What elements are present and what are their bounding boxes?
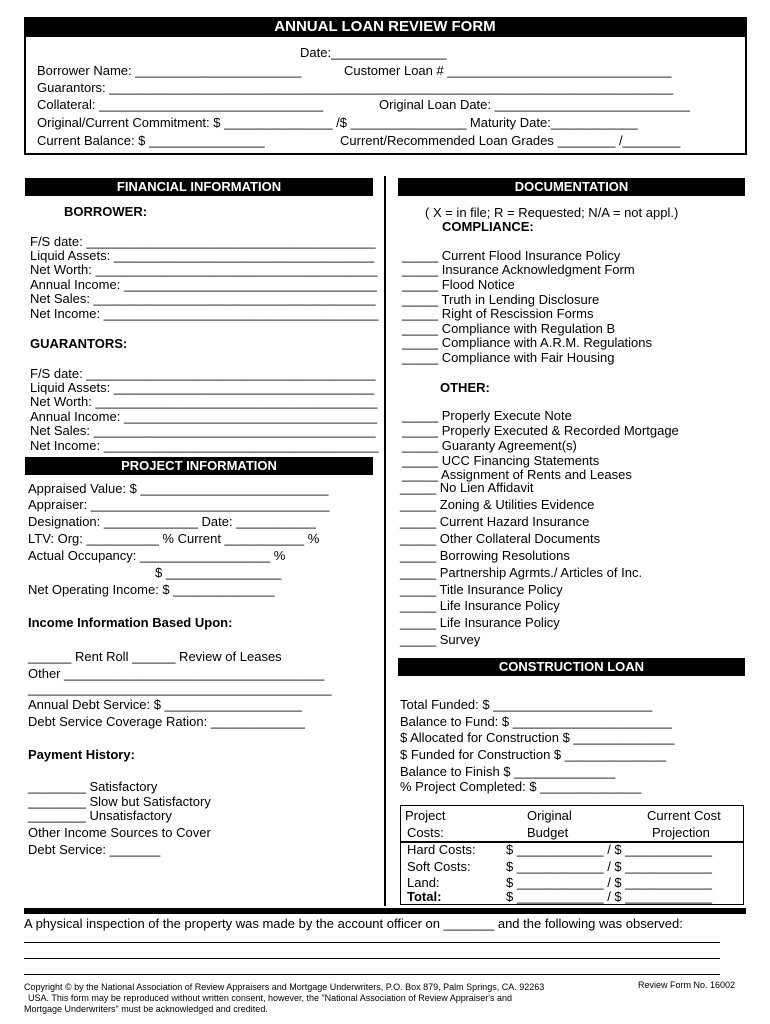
collateral-field[interactable]: Collateral: _______________________________ bbox=[37, 97, 324, 112]
balance-to-finish-field[interactable]: Balance to Finish $ ______________ bbox=[400, 764, 616, 779]
frame-right bbox=[745, 17, 747, 155]
total-funded-field[interactable]: Total Funded: $ ______________________ bbox=[400, 697, 653, 712]
annual-debt-service-field[interactable]: Annual Debt Service: $ ___________________ bbox=[28, 697, 302, 712]
borrower-net-worth[interactable]: Net Worth: _______________________________________ bbox=[30, 262, 378, 277]
col-project: Project bbox=[405, 808, 446, 823]
guarantor-net-income[interactable]: Net Income: ______________________________________ bbox=[30, 438, 379, 453]
form-title: ANNUAL LOAN REVIEW FORM bbox=[24, 17, 746, 37]
appraised-value-field[interactable]: Appraised Value: $ __________________________ bbox=[28, 481, 329, 496]
compliance-item[interactable]: _____ Current Flood Insurance Policy bbox=[402, 248, 621, 263]
net-operating-income-field[interactable]: Net Operating Income: $ ______________ bbox=[28, 582, 275, 597]
project-info-heading: PROJECT INFORMATION bbox=[25, 457, 373, 475]
debt-service-coverage-field[interactable]: Debt Service Coverage Ration: _____________ bbox=[28, 714, 305, 729]
construction-loan-heading: CONSTRUCTION LOAN bbox=[398, 658, 745, 676]
other-income-line2[interactable]: __________________________________________ bbox=[28, 681, 332, 696]
total-label: Total: bbox=[407, 889, 442, 904]
documentation-legend: ( X = in file; R = Requested; N/A = not appl.) bbox=[425, 205, 679, 220]
borrower-fs-date[interactable]: F/S date: ________________________________________ bbox=[30, 234, 376, 249]
soft-costs-label: Soft Costs: bbox=[407, 859, 471, 874]
other-item[interactable]: _____ Assignment of Rents and Leases bbox=[402, 467, 632, 482]
occupancy-dollar-field[interactable]: $ ________________ bbox=[155, 565, 282, 580]
other-item[interactable]: _____ Survey bbox=[400, 632, 481, 647]
other-heading: OTHER: bbox=[440, 380, 490, 395]
compliance-item[interactable]: _____ Compliance with Fair Housing bbox=[402, 350, 615, 365]
column-divider bbox=[384, 176, 386, 906]
land-values[interactable]: $ ____________ / $ ____________ bbox=[506, 875, 713, 890]
other-item[interactable]: _____ Properly Execute Note bbox=[402, 408, 572, 423]
inspection-statement: A physical inspection of the property was made by the account officer on _______ and the following was observed: bbox=[24, 916, 683, 931]
appraiser-field[interactable]: Appraiser: _________________________________ bbox=[28, 497, 330, 512]
payment-history-heading: Payment History: bbox=[28, 747, 135, 762]
borrower-net-income[interactable]: Net Income: ______________________________________ bbox=[30, 306, 379, 321]
debt-service-field[interactable]: Debt Service: _______ bbox=[28, 842, 161, 857]
other-income-field[interactable]: Other ____________________________________ bbox=[28, 666, 325, 681]
documentation-heading: DOCUMENTATION bbox=[398, 178, 745, 196]
project-completed-field[interactable]: % Project Completed: $ ______________ bbox=[400, 779, 642, 794]
payment-satisfactory[interactable]: ________ Satisfactory bbox=[28, 779, 158, 794]
land-label: Land: bbox=[407, 875, 440, 890]
borrower-net-sales[interactable]: Net Sales: _______________________________________ bbox=[30, 291, 376, 306]
compliance-item[interactable]: _____ Flood Notice bbox=[402, 277, 515, 292]
header-bottom-rule bbox=[24, 153, 746, 155]
compliance-item[interactable]: _____ Truth in Lending Disclosure bbox=[402, 292, 600, 307]
hard-costs-values[interactable]: $ ____________ / $ ____________ bbox=[506, 842, 713, 857]
col-projection: Projection bbox=[652, 825, 710, 840]
compliance-heading: COMPLIANCE: bbox=[442, 219, 534, 234]
col-costs: Costs: bbox=[407, 825, 444, 840]
other-item[interactable]: _____ No Lien Affidavit bbox=[400, 480, 534, 495]
inspection-line[interactable] bbox=[24, 974, 720, 975]
date-field[interactable]: Date:________________ bbox=[300, 45, 447, 60]
other-item[interactable]: _____ Life Insurance Policy bbox=[400, 598, 560, 613]
guarantor-net-sales[interactable]: Net Sales: _______________________________________ bbox=[30, 423, 376, 438]
other-item[interactable]: _____ Current Hazard Insurance bbox=[400, 514, 590, 529]
frame-left bbox=[24, 17, 26, 155]
other-item[interactable]: _____ Title Insurance Policy bbox=[400, 582, 563, 597]
funded-construction-field[interactable]: $ Funded for Construction $ ______________ bbox=[400, 747, 666, 762]
guarantors-field[interactable]: Guarantors: ______________________________________________________________________________ bbox=[37, 80, 674, 95]
compliance-item[interactable]: _____ Compliance with Regulation B bbox=[402, 321, 616, 336]
other-item[interactable]: _____ UCC Financing Statements bbox=[402, 453, 600, 468]
form-number: Review Form No. 16002 bbox=[638, 980, 736, 990]
rent-roll-field[interactable]: ______ Rent Roll ______ Review of Leases bbox=[28, 649, 282, 664]
soft-costs-values[interactable]: $ ____________ / $ ____________ bbox=[506, 859, 713, 874]
guarantor-annual-income[interactable]: Annual Income: ___________________________________ bbox=[30, 409, 377, 424]
original-loan-date-field[interactable]: Original Loan Date: ___________________________ bbox=[379, 97, 690, 112]
other-income-sources: Other Income Sources to Cover bbox=[28, 825, 211, 840]
customer-loan-field[interactable]: Customer Loan # _______________________________ bbox=[344, 63, 672, 78]
commitment-field[interactable]: Original/Current Commitment: $ _______________ /$ ________________ Maturity Date:____________ bbox=[37, 115, 638, 130]
guarantors-heading: GUARANTORS: bbox=[30, 336, 128, 351]
other-item[interactable]: _____ Life Insurance Policy bbox=[400, 615, 560, 630]
current-balance-field[interactable]: Current Balance: $ ________________ bbox=[37, 133, 265, 148]
ltv-field[interactable]: LTV: Org: __________ % Current ___________ % bbox=[28, 531, 320, 546]
borrower-liquid-assets[interactable]: Liquid Assets: ____________________________________ bbox=[30, 248, 375, 263]
designation-field[interactable]: Designation: _____________ Date: ___________ bbox=[28, 514, 316, 529]
inspection-line[interactable] bbox=[24, 958, 720, 959]
copyright-line-1: Copyright © by the National Association of Review Appraisers and Mortgage Underwriters, P.O. Box 879, Palm Springs, CA. 92263 bbox=[24, 982, 545, 992]
other-item[interactable]: _____ Guaranty Agreement(s) bbox=[402, 438, 577, 453]
guarantor-net-worth[interactable]: Net Worth: _______________________________________ bbox=[30, 394, 378, 409]
allocated-construction-field[interactable]: $ Allocated for Construction $ ______________ bbox=[400, 730, 675, 745]
other-item[interactable]: _____ Borrowing Resolutions bbox=[400, 548, 570, 563]
compliance-item[interactable]: _____ Insurance Acknowledgment Form bbox=[402, 262, 635, 277]
compliance-item[interactable]: _____ Compliance with A.R.M. Regulations bbox=[402, 335, 653, 350]
inspection-line[interactable] bbox=[24, 942, 720, 943]
actual-occupancy-field[interactable]: Actual Occupancy: __________________ % bbox=[28, 548, 286, 563]
copyright-line-2: USA. This form may be reproduced without written consent, however, the "National Association of Review Appraiser's and bbox=[28, 993, 512, 1003]
copyright-line-3: Mortgage Underwriters" must be acknowledged and credited. bbox=[24, 1004, 268, 1014]
hard-costs-label: Hard Costs: bbox=[407, 842, 476, 857]
borrower-heading: BORROWER: bbox=[64, 204, 148, 219]
other-item[interactable]: _____ Partnership Agrmts./ Articles of Inc. bbox=[400, 565, 643, 580]
guarantor-fs-date[interactable]: F/S date: ________________________________________ bbox=[30, 366, 376, 381]
payment-slow[interactable]: ________ Slow but Satisfactory bbox=[28, 794, 211, 809]
compliance-item[interactable]: _____ Right of Rescission Forms bbox=[402, 306, 594, 321]
total-values[interactable]: $ ____________ / $ ____________ bbox=[506, 889, 713, 904]
loan-grades-field[interactable]: Current/Recommended Loan Grades ________ /________ bbox=[340, 133, 681, 148]
other-item[interactable]: _____ Zoning & Utilities Evidence bbox=[400, 497, 595, 512]
balance-to-fund-field[interactable]: Balance to Fund: $ ______________________ bbox=[400, 714, 672, 729]
financial-info-heading: FINANCIAL INFORMATION bbox=[25, 178, 373, 196]
income-info-heading: Income Information Based Upon: bbox=[28, 615, 233, 630]
col-original: Original bbox=[527, 808, 572, 823]
borrower-annual-income[interactable]: Annual Income: ___________________________________ bbox=[30, 277, 377, 292]
guarantor-liquid-assets[interactable]: Liquid Assets: ____________________________________ bbox=[30, 380, 375, 395]
col-current-cost: Current Cost bbox=[647, 808, 721, 823]
other-item[interactable]: _____ Other Collateral Documents bbox=[400, 531, 601, 546]
payment-unsatisfactory[interactable]: ________ Unsatisfactory bbox=[28, 808, 172, 823]
col-budget: Budget bbox=[527, 825, 569, 840]
other-item[interactable]: _____ Properly Executed & Recorded Mortgage bbox=[402, 423, 679, 438]
inspection-top-rule bbox=[24, 908, 746, 914]
borrower-name-field[interactable]: Borrower Name: _______________________ bbox=[37, 63, 302, 78]
